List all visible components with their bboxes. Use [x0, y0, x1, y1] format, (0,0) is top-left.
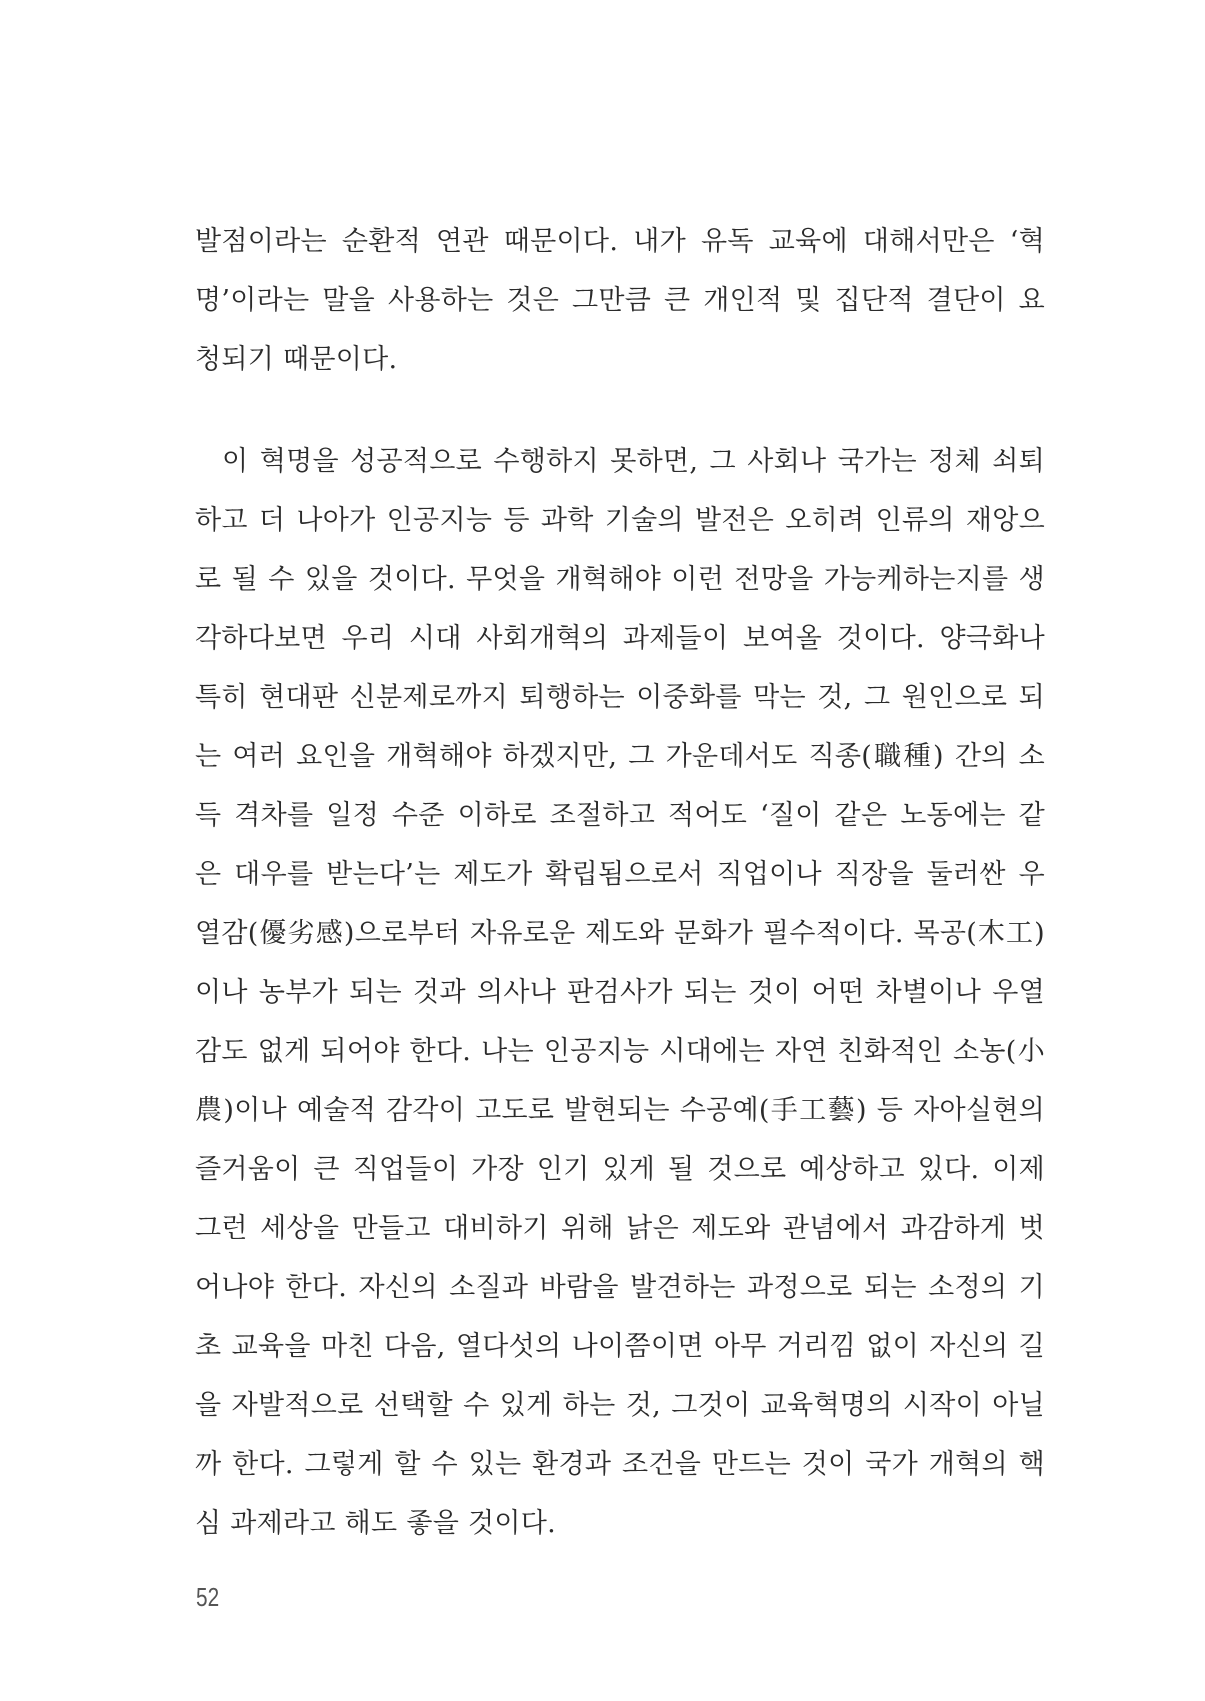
text-line: 열감(優劣感)으로부터 자유로운 제도와 문화가 필수적이다. 목공(木工) — [195, 918, 1045, 949]
text-line: 農)이나 예술적 감각이 고도로 발현되는 수공예(手工藝) 등 자아실현의 — [195, 1095, 1045, 1126]
text-line: 이 혁명을 성공적으로 수행하지 못하면, 그 사회나 국가는 정체 쇠퇴 — [222, 446, 1045, 477]
text-line: 까 한다. 그렇게 할 수 있는 환경과 조건을 만드는 것이 국가 개혁의 핵 — [195, 1449, 1045, 1480]
text-line: 로 될 수 있을 것이다. 무엇을 개혁해야 이런 전망을 가능케하는지를 생 — [195, 564, 1045, 595]
text-line: 명’이라는 말을 사용하는 것은 그만큼 큰 개인적 및 집단적 결단이 요 — [195, 285, 1045, 316]
text-line: 을 자발적으로 선택할 수 있게 하는 것, 그것이 교육혁명의 시작이 아닐 — [195, 1390, 1045, 1421]
text-line: 은 대우를 받는다’는 제도가 확립됨으로서 직업이나 직장을 둘러싼 우 — [195, 859, 1045, 890]
text-line: 득 격차를 일정 수준 이하로 조절하고 적어도 ‘질이 같은 노동에는 같 — [195, 800, 1045, 831]
text-line: 하고 더 나아가 인공지능 등 과학 기술의 발전은 오히려 인류의 재앙으 — [195, 505, 1045, 536]
page-number: 52 — [196, 1582, 220, 1612]
text-line: 어나야 한다. 자신의 소질과 바람을 발견하는 과정으로 되는 소정의 기 — [195, 1272, 1045, 1303]
text-line: 는 여러 요인을 개혁해야 하겠지만, 그 가운데서도 직종(職種) 간의 소 — [195, 741, 1045, 772]
text-line: 이나 농부가 되는 것과 의사나 판검사가 되는 것이 어떤 차별이나 우열 — [195, 977, 1045, 1008]
text-line: 청되기 때문이다. — [195, 344, 398, 375]
text-line: 각하다보면 우리 시대 사회개혁의 과제들이 보여올 것이다. 양극화나 — [195, 623, 1045, 654]
text-line: 초 교육을 마친 다음, 열다섯의 나이쯤이면 아무 거리낌 없이 자신의 길 — [195, 1331, 1045, 1362]
paragraph-2 — [195, 432, 1045, 1553]
text-line: 그런 세상을 만들고 대비하기 위해 낡은 제도와 관념에서 과감하게 벗 — [195, 1213, 1045, 1244]
text-line: 특히 현대판 신분제로까지 퇴행하는 이중화를 막는 것, 그 원인으로 되 — [195, 682, 1045, 713]
paragraph-1 — [195, 212, 1045, 389]
text-line: 즐거움이 큰 직업들이 가장 인기 있게 될 것으로 예상하고 있다. 이제 — [195, 1154, 1045, 1185]
text-line: 발점이라는 순환적 연관 때문이다. 내가 유독 교육에 대해서만은 ‘혁 — [195, 226, 1045, 257]
text-line: 심 과제라고 해도 좋을 것이다. — [195, 1508, 556, 1539]
text-line: 감도 없게 되어야 한다. 나는 인공지능 시대에는 자연 친화적인 소농(小 — [195, 1036, 1045, 1067]
